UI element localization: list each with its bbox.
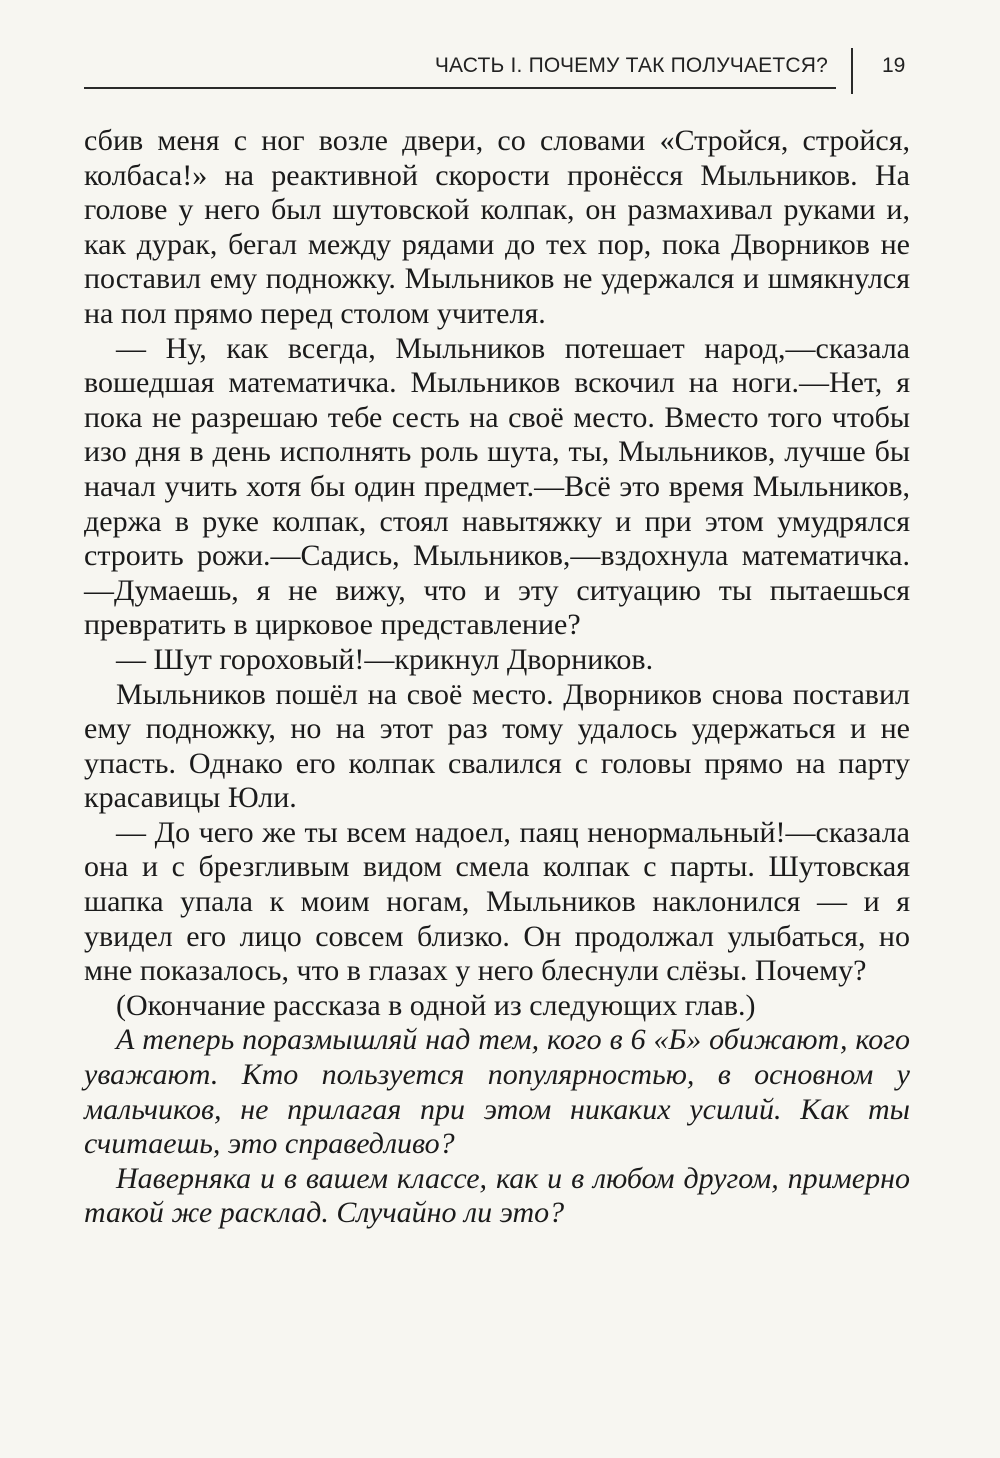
- paragraph-dialogue-dvornikov: — Шут гороховый!—крикнул Дворников.: [116, 642, 654, 676]
- body-text: [84, 124, 910, 1231]
- page-number: 19: [882, 54, 906, 77]
- paragraph-dialogue-teacher: — Ну, как всегда, Мыльников потешает народ,—сказала вошедшая математичка. Мыльников вскочил на ноги.—Нет, я пока не разрешаю тебе сесть на своё место. Вместо того чтобы изо дня в день исполнять роль шута, ты, Мыльников, лучше бы начал учить хотя бы один предмет.—Всё это время Мыльников, держа в руке колпак, стоял навытяжку и при этом умудрялся строить рожи.—Садись, Мыльников,—вздохнула математичка.—Думаешь, я не вижу, что и эту ситуацию ты пытаешься превратить в цирковое представление?: [84, 331, 910, 642]
- chapter-title: ЧАСТЬ I. ПОЧЕМУ ТАК ПОЛУЧАЕТСЯ?: [434, 54, 828, 77]
- paragraph-continuation: сбив меня с ног возле двери, со словами «Стройся, стройся, колбаса!» на реактивной скорости пронёсся Мыльников. На голове у него был шутовской колпак, он размахивал руками и, как дурак, бегал между рядами до тех пор, пока Дворников не поставил ему подножку. Мыльников не удержался и шмякнулся на пол прямо перед столом учителя.: [84, 124, 910, 330]
- header-divider: [851, 48, 853, 94]
- header-rule: [84, 87, 836, 89]
- running-header: [84, 48, 922, 92]
- paragraph-reflection-followup: Наверняка и в вашем классе, как и в любом другом, примерно такой же расклад. Случайно ли это?: [84, 1161, 910, 1230]
- paragraph-narration: Мыльников пошёл на своё место. Дворников снова поставил ему подножку, но на этот раз тому удалось удержаться и не упасть. Однако его колпак свалился с головы прямо на парту красавицы Юли.: [84, 677, 910, 815]
- paragraph-reflection-question: А теперь поразмышляй над тем, кого в 6 «Б» обижают, кого уважают. Кто пользуется популярностью, в основном у мальчиков, не прилагая при этом никаких усилий. Как ты считаешь, это справедливо?: [84, 1023, 910, 1161]
- paragraph-note: (Окончание рассказа в одной из следующих глав.): [116, 988, 756, 1022]
- paragraph-dialogue-yulia: — До чего же ты всем надоел, паяц ненормальный!—сказала она и с брезгливым видом смела колпак с парты. Шутовская шапка упала к моим ногам, Мыльников наклонился — и я увидел его лицо совсем близко. Он продолжал улыбаться, но мне показалось, что в глазах у него блеснули слёзы. Почему?: [84, 815, 910, 988]
